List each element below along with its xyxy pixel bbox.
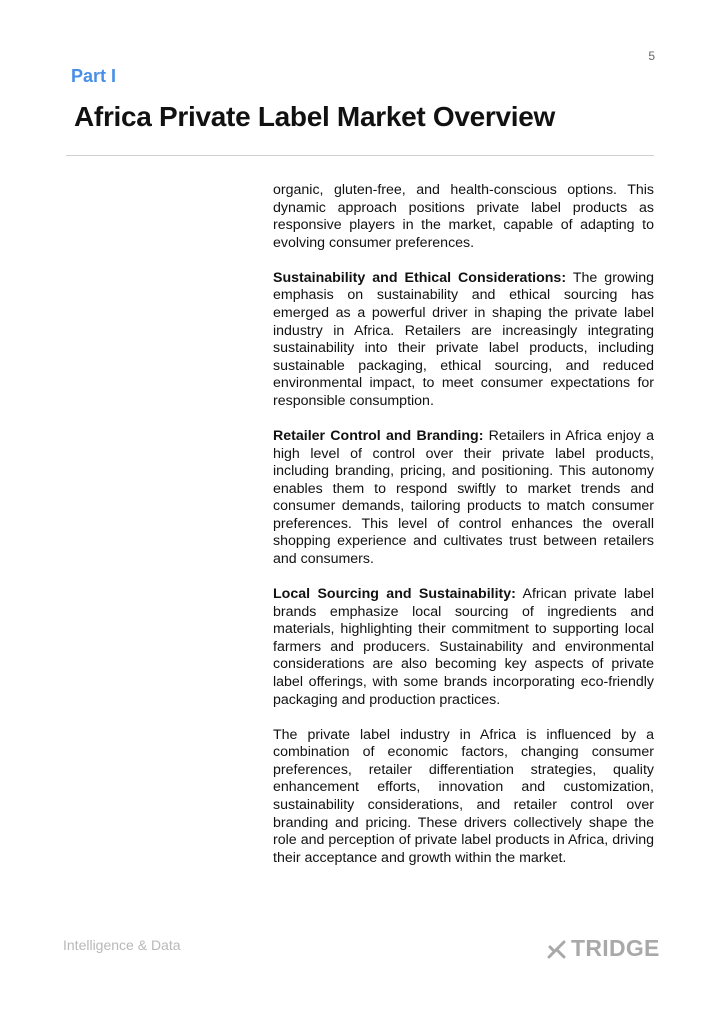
page-title: Africa Private Label Market Overview [74,101,555,132]
paragraph-lead-heading: Retailer Control and Branding: [273,427,484,444]
paragraph-sustainability-ethical [273,270,654,411]
footer-tagline: Intelligence & Data [63,937,181,953]
paragraph-text: organic, gluten-free, and health-conscious options. This dynamic approach positions private label products as responsive players in the market, capable of adapting to evolving consumer preferences. [273,182,654,251]
part-label: Part I [71,66,117,86]
paragraph-text: The private label industry in Africa is influenced by a combination of economic factors, changing consumer preferences, retailer differentiation strategies, quality enhancement efforts, innovation and customization, sustainability considerations, and retailer control over branding and pricing. These drivers collectively shape the role and perception of private label products in Africa, driving their acceptance and growth within the market. [273,726,654,866]
page-number: 5 [648,49,655,63]
title-divider [66,155,654,156]
paragraph-retailer-control [273,428,654,569]
paragraph-text: African private label brands emphasize local sourcing of ingredients and materials, highlighting their commitment to supporting local farmers and producers. Sustainability and environmental considerations are also becoming key aspects of private label offerings, with some brands incorporating eco-friendly packaging and production practices. [273,586,654,708]
paragraph-local-sourcing [273,586,654,709]
paragraph-intro-continuation [273,182,654,252]
paragraph-text: Retailers in Africa enjoy a high level of control over their private label products, including branding, pricing, and positioning. This autonomy enables them to respond swiftly to market trends and consumer demands, tailoring products to match consumer preferences. This level of control enhances the overall shopping experience and cultivates trust between retailers and consumers. [273,427,654,568]
paragraph-text: The growing emphasis on sustainability and ethical sourcing has emerged as a powerful driver in shaping the private label industry in Africa. Retailers are increasingly integrating sustainability into their private label products, including sustainable packaging, ethical sourcing, and reduced environmental impact, to meet consumer expectations for responsible consumption. [273,269,654,409]
body-text-column [273,182,654,885]
tridge-logo-text: TRIDGE [571,935,660,961]
tridge-logo-icon [547,939,567,959]
tridge-logo [547,935,660,962]
paragraph-lead-heading: Local Sourcing and Sustainability: [273,586,516,603]
paragraph-lead-heading: Sustainability and Ethical Considerations: [273,269,567,286]
paragraph-summary [273,727,654,868]
